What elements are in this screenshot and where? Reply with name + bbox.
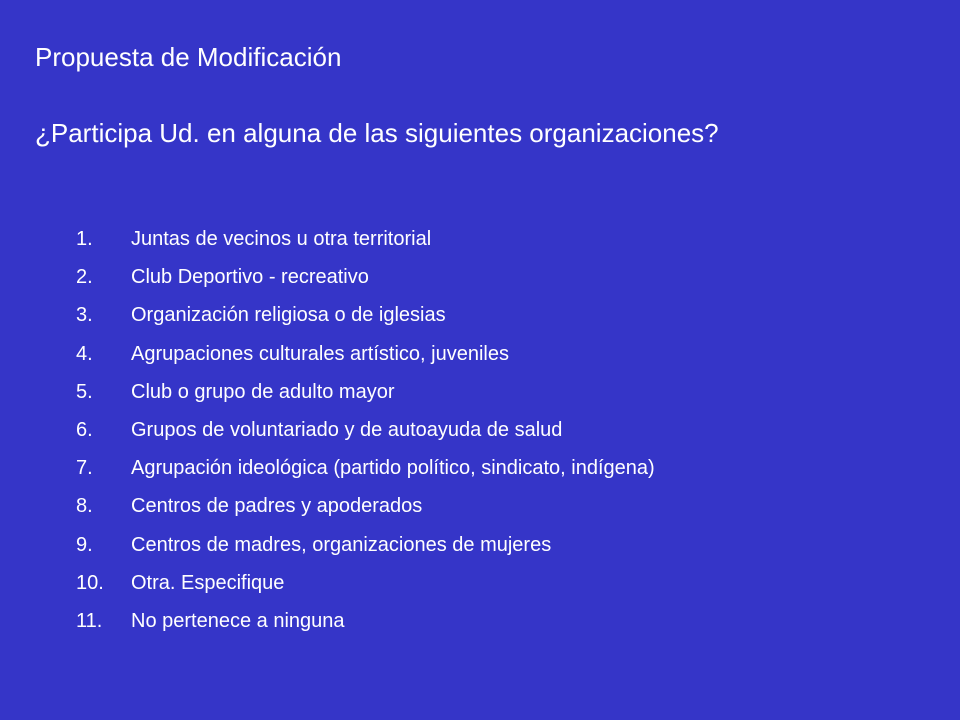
list-item-number: 5. — [76, 380, 93, 403]
list-item — [76, 491, 655, 529]
options-list — [76, 224, 655, 644]
list-item-number: 8. — [76, 495, 93, 518]
slide-title: Propuesta de Modificación — [35, 42, 342, 72]
survey-question: ¿Participa Ud. en alguna de las siguientes organizaciones? — [35, 118, 719, 148]
list-item-text: Centros de padres y apoderados — [131, 495, 423, 518]
list-item — [76, 300, 655, 338]
list-item-text: Otra. Especifique — [131, 571, 285, 594]
list-item-number: 9. — [76, 533, 93, 556]
list-item — [76, 224, 655, 262]
list-item-number: 11. — [76, 609, 103, 632]
list-item-number: 4. — [76, 342, 93, 365]
list-item — [76, 606, 655, 644]
list-item — [76, 262, 655, 300]
list-item-number: 3. — [76, 304, 93, 327]
list-item-text: Centros de madres, organizaciones de mujeres — [131, 533, 552, 556]
list-item — [76, 453, 655, 491]
list-item-number: 1. — [76, 228, 93, 250]
list-item-text: No pertenece a ninguna — [131, 609, 345, 632]
list-item-text: Club o grupo de adulto mayor — [131, 380, 395, 403]
list-item-text: Organización religiosa o de iglesias — [131, 304, 446, 327]
list-item — [76, 339, 655, 377]
list-item-number: 10. — [76, 571, 104, 594]
list-item — [76, 377, 655, 415]
list-item-text: Club Deportivo - recreativo — [131, 266, 369, 289]
list-item-text: Grupos de voluntariado y de autoayuda de salud — [131, 418, 563, 441]
list-item-text: Juntas de vecinos u otra territorial — [131, 228, 432, 250]
list-item-number: 2. — [76, 266, 93, 289]
list-item — [76, 415, 655, 453]
list-item-number: 6. — [76, 418, 93, 441]
list-item-text: Agrupaciones culturales artístico, juveniles — [131, 342, 509, 365]
list-item — [76, 530, 655, 568]
list-item — [76, 568, 655, 606]
list-item-number: 7. — [76, 457, 93, 480]
list-item-text: Agrupación ideológica (partido político, sindicato, indígena) — [131, 457, 655, 480]
